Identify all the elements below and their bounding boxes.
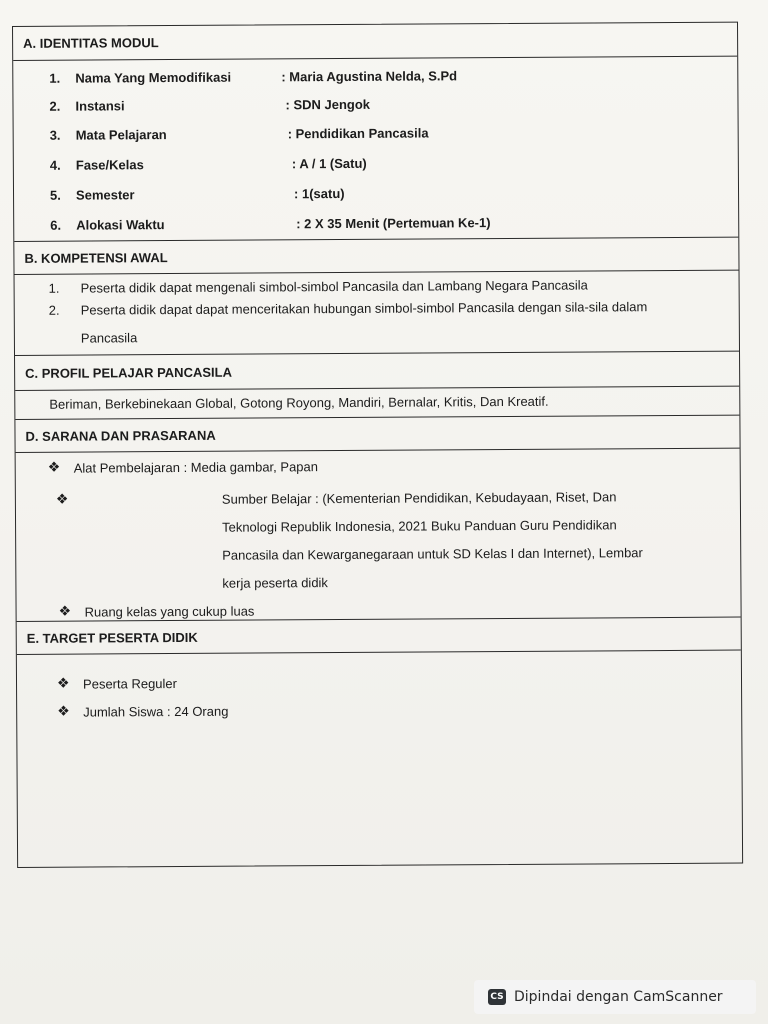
identity-value: : Maria Agustina Nelda, S.Pd [281, 68, 458, 85]
section-d-title: D. SARANA DAN PRASARANA [25, 427, 216, 444]
section-e-header [17, 617, 741, 655]
camscanner-text: Dipindai dengan CamScanner [514, 989, 723, 1005]
source-line: kerja peserta didik [222, 575, 328, 591]
identity-num: 1. [49, 70, 61, 86]
source-line: Teknologi Republik Indonesia, 2021 Buku Panduan Guru Pendidikan [222, 517, 617, 535]
bullet-icon: ❖ [57, 702, 70, 719]
identity-row [14, 184, 738, 203]
identity-value: : SDN Jengok [285, 96, 371, 113]
identity-num: 4. [49, 157, 61, 173]
identity-label: Instansi [75, 98, 125, 114]
bullet-icon: ❖ [47, 458, 61, 475]
identity-value: : A / 1 (Satu) [291, 155, 367, 172]
identity-row [14, 214, 738, 233]
identity-row [14, 154, 738, 173]
competency-text: Peserta didik dapat dapat menceritakan hubungan simbol-simbol Pancasila dengan sila-sila dalam [80, 299, 648, 318]
identity-num: 5. [49, 187, 61, 203]
target-item: Peserta Reguler [82, 676, 178, 692]
source-line: Sumber Belajar : (Kementerian Pendidikan, Kebudayaan, Riset, Dan [221, 489, 617, 507]
section-c-title: C. PROFIL PELAJAR PANCASILA [25, 364, 232, 381]
competency-num: 1. [48, 280, 60, 296]
identity-value: : Pendidikan Pancasila [287, 125, 429, 142]
competency-text-cont: Pancasila [80, 330, 138, 346]
identity-num: 6. [50, 217, 62, 233]
camscanner-logo: CS [488, 989, 506, 1005]
profile-text: Beriman, Berkebinekaan Global, Gotong Royong, Mandiri, Bernalar, Kritis, Dan Kreatif. [49, 393, 549, 412]
identity-value: : 1(satu) [293, 185, 345, 202]
section-a-header [13, 23, 737, 61]
source-line: Pancasila dan Kewarganegaraan untuk SD Kelas I dan Internet), Lembar [222, 545, 643, 563]
section-a-title: A. IDENTITAS MODUL [23, 35, 159, 51]
bullet-icon: ❖ [55, 490, 69, 507]
section-c-body [15, 387, 739, 419]
identity-value: : 2 X 35 Menit (Pertemuan Ke-1) [296, 215, 491, 232]
section-d-header [15, 415, 739, 453]
target-item: Jumlah Siswa : 24 Orang [83, 703, 229, 720]
section-d-body [16, 449, 741, 621]
identity-num: 3. [49, 127, 61, 143]
identity-row [13, 95, 737, 114]
identity-row [14, 124, 738, 143]
competency-text: Peserta didik dapat mengenali simbol-simbol Pancasila dan Lambang Negara Pancasila [80, 277, 588, 296]
competency-num: 2. [48, 302, 60, 318]
identity-label: Nama Yang Memodifikasi [75, 69, 232, 86]
section-e-body [17, 651, 742, 865]
identity-label: Fase/Kelas [75, 157, 144, 173]
identity-row [13, 67, 737, 86]
identity-label: Alokasi Waktu [76, 217, 165, 233]
camscanner-watermark [474, 980, 756, 1014]
bullet-icon: ❖ [56, 674, 70, 691]
tools-text: Alat Pembelajaran : Media gambar, Papan [73, 459, 319, 476]
identity-label: Mata Pelajaran [75, 127, 167, 143]
section-b-body [15, 271, 739, 355]
room-text: Ruang kelas yang cukup luas [84, 603, 255, 620]
module-table [12, 22, 743, 868]
section-a-body [13, 57, 738, 241]
identity-num: 2. [49, 98, 61, 114]
bullet-icon: ❖ [58, 602, 72, 619]
section-b-header [14, 237, 738, 275]
identity-label: Semester [75, 187, 135, 203]
section-e-title: E. TARGET PESERTA DIDIK [26, 629, 198, 646]
section-c-header [15, 351, 739, 391]
section-b-title: B. KOMPETENSI AWAL [24, 249, 168, 266]
